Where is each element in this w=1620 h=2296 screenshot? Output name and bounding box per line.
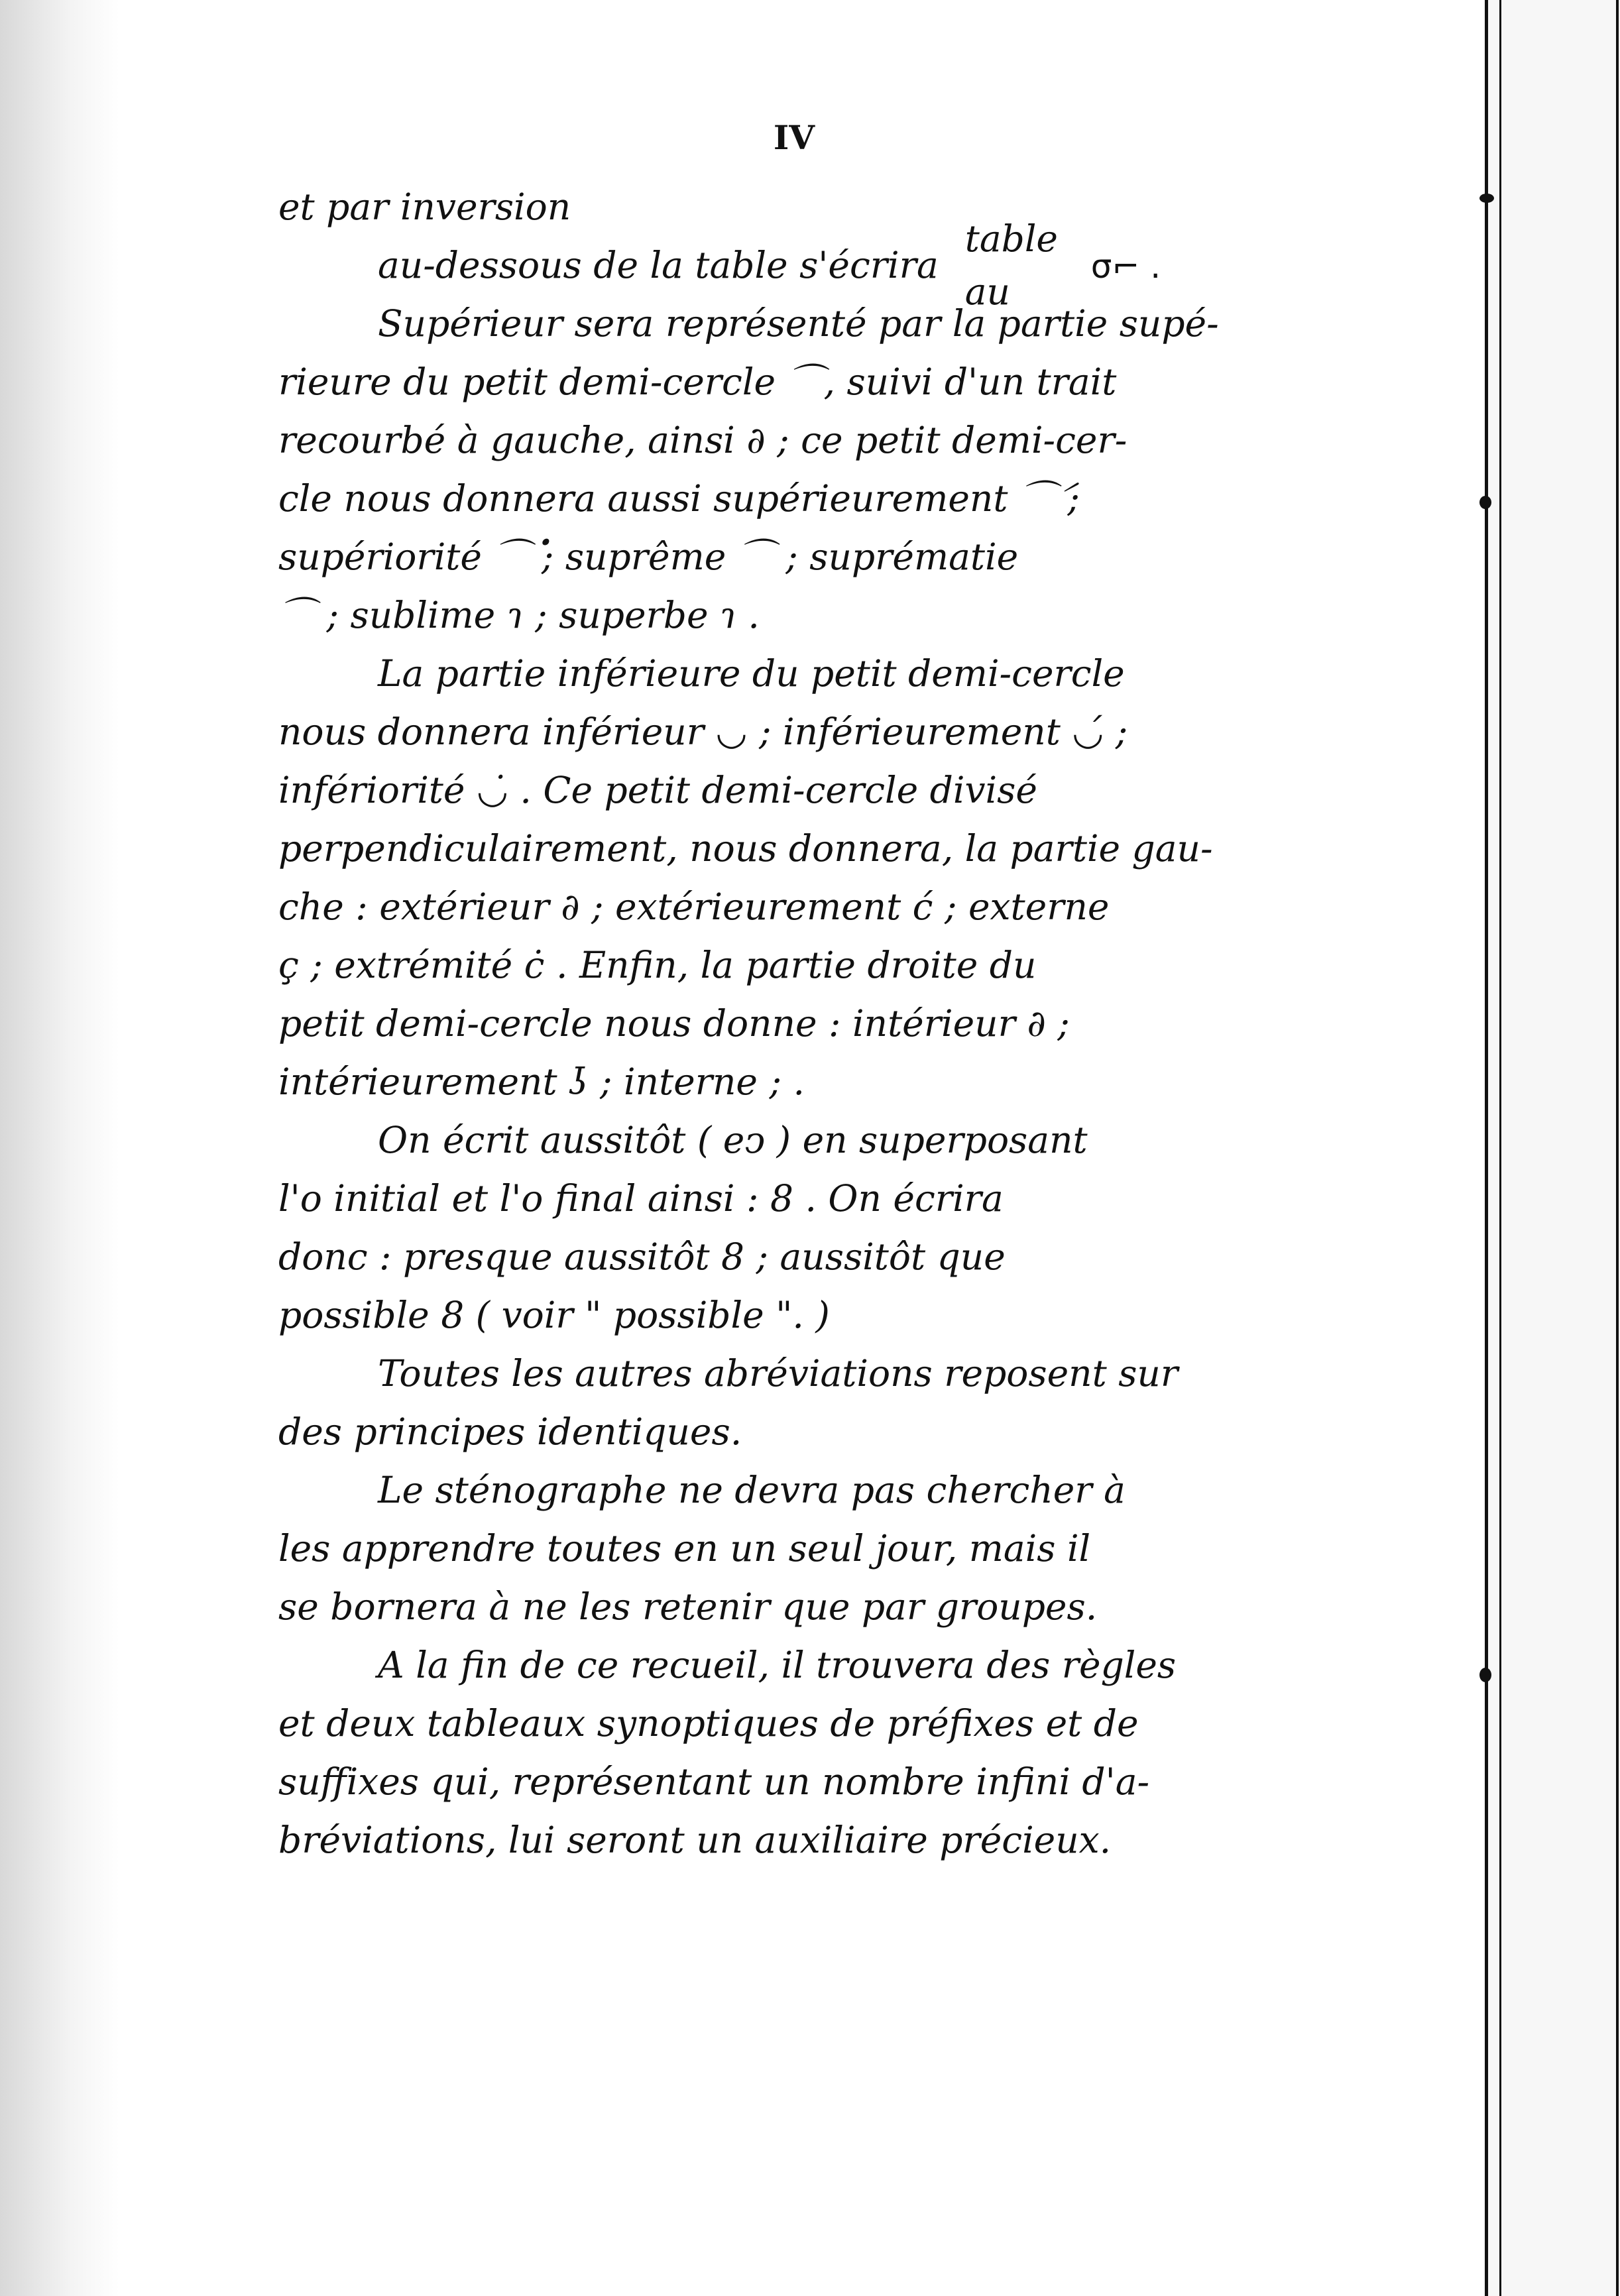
text-line: donc : presque aussitôt 8 ; aussitôt que [278, 1235, 1006, 1278]
shorthand-symbol: σ⌐ . [1090, 247, 1161, 286]
text-line: des principes identiques. [278, 1410, 742, 1453]
scan-right-margin [1485, 0, 1620, 2296]
text-line-part: au-dessous de la table s'écrira [378, 244, 939, 286]
text-line: che : extérieur ∂ ; extérieurement ć ; externe [278, 886, 1110, 928]
binding-mark [1479, 194, 1494, 203]
binding-mark [1479, 1668, 1491, 1682]
text-line: bréviations, lui seront un auxiliaire précieux. [278, 1819, 1112, 1861]
stacked-notation [964, 217, 1065, 313]
text-line: rieure du petit demi-cercle ⌒, suivi d'un trait [278, 361, 1117, 403]
stacked-notation-top: table [964, 217, 1058, 260]
text-line: et deux tableaux synoptiques de préfixes et de [278, 1702, 1139, 1745]
binding-mark [1479, 496, 1491, 509]
manuscript-text [278, 178, 1299, 1869]
text-line: suffixes qui, représentant un nombre infini d'a- [278, 1760, 1150, 1803]
text-line: A la fin de ce recueil, il trouvera des règles [378, 1644, 1177, 1686]
page-edge-line [1616, 0, 1619, 2296]
text-line: possible 8 ( voir " possible ". ) [278, 1294, 830, 1336]
text-line: et par inversion [278, 186, 571, 228]
text-line: nous donnera inférieur ◡ ; inférieurement ◡́ ; [278, 711, 1128, 753]
text-line: La partie inférieure du petit demi-cercle [378, 652, 1125, 695]
page-edge-line [1499, 0, 1501, 2296]
text-line: perpendiculairement, nous donnera, la partie gau- [278, 827, 1213, 870]
text-line: cle nous donnera aussi supérieurement ⌒́ ; [278, 477, 1080, 520]
text-line: l'o initial et l'o final ainsi : 8 . On écrira [278, 1177, 1004, 1220]
text-line: Toutes les autres abréviations reposent sur [378, 1352, 1179, 1395]
text-line: supériorité ⌒̇ ; suprême ⌒ ; suprématie [278, 536, 1019, 578]
text-line: recourbé à gauche, ainsi ∂ ; ce petit demi-cer- [278, 419, 1128, 461]
stacked-notation-bottom: au [964, 270, 1010, 313]
page-number: IV [773, 118, 815, 157]
text-line: On écrit aussitôt ( eↄ ) en superposant [378, 1119, 1088, 1161]
text-line: ⌒ ; sublime ɿ ; superbe ɿ . [278, 594, 760, 636]
text-line: les apprendre toutes en un seul jour, mais il [278, 1527, 1091, 1570]
scan-left-margin [0, 0, 119, 2296]
text-line [278, 217, 1299, 313]
text-line: petit demi-cercle nous donne : intérieur ∂ ; [278, 1002, 1070, 1045]
page-edge-line [1485, 0, 1488, 2296]
text-line: ç ; extrémité ċ . Enfin, la partie droite du [278, 944, 1037, 986]
text-line: Supérieur sera représenté par la partie supé- [378, 302, 1219, 345]
text-line: infériorité ◡̇ . Ce petit demi-cercle divisé [278, 769, 1037, 811]
text-line: se bornera à ne les retenir que par groupes. [278, 1585, 1098, 1628]
text-line: Le sténographe ne devra pas chercher à [378, 1469, 1126, 1511]
text-line: intérieurement ʖ ; interne ; . [278, 1061, 805, 1103]
